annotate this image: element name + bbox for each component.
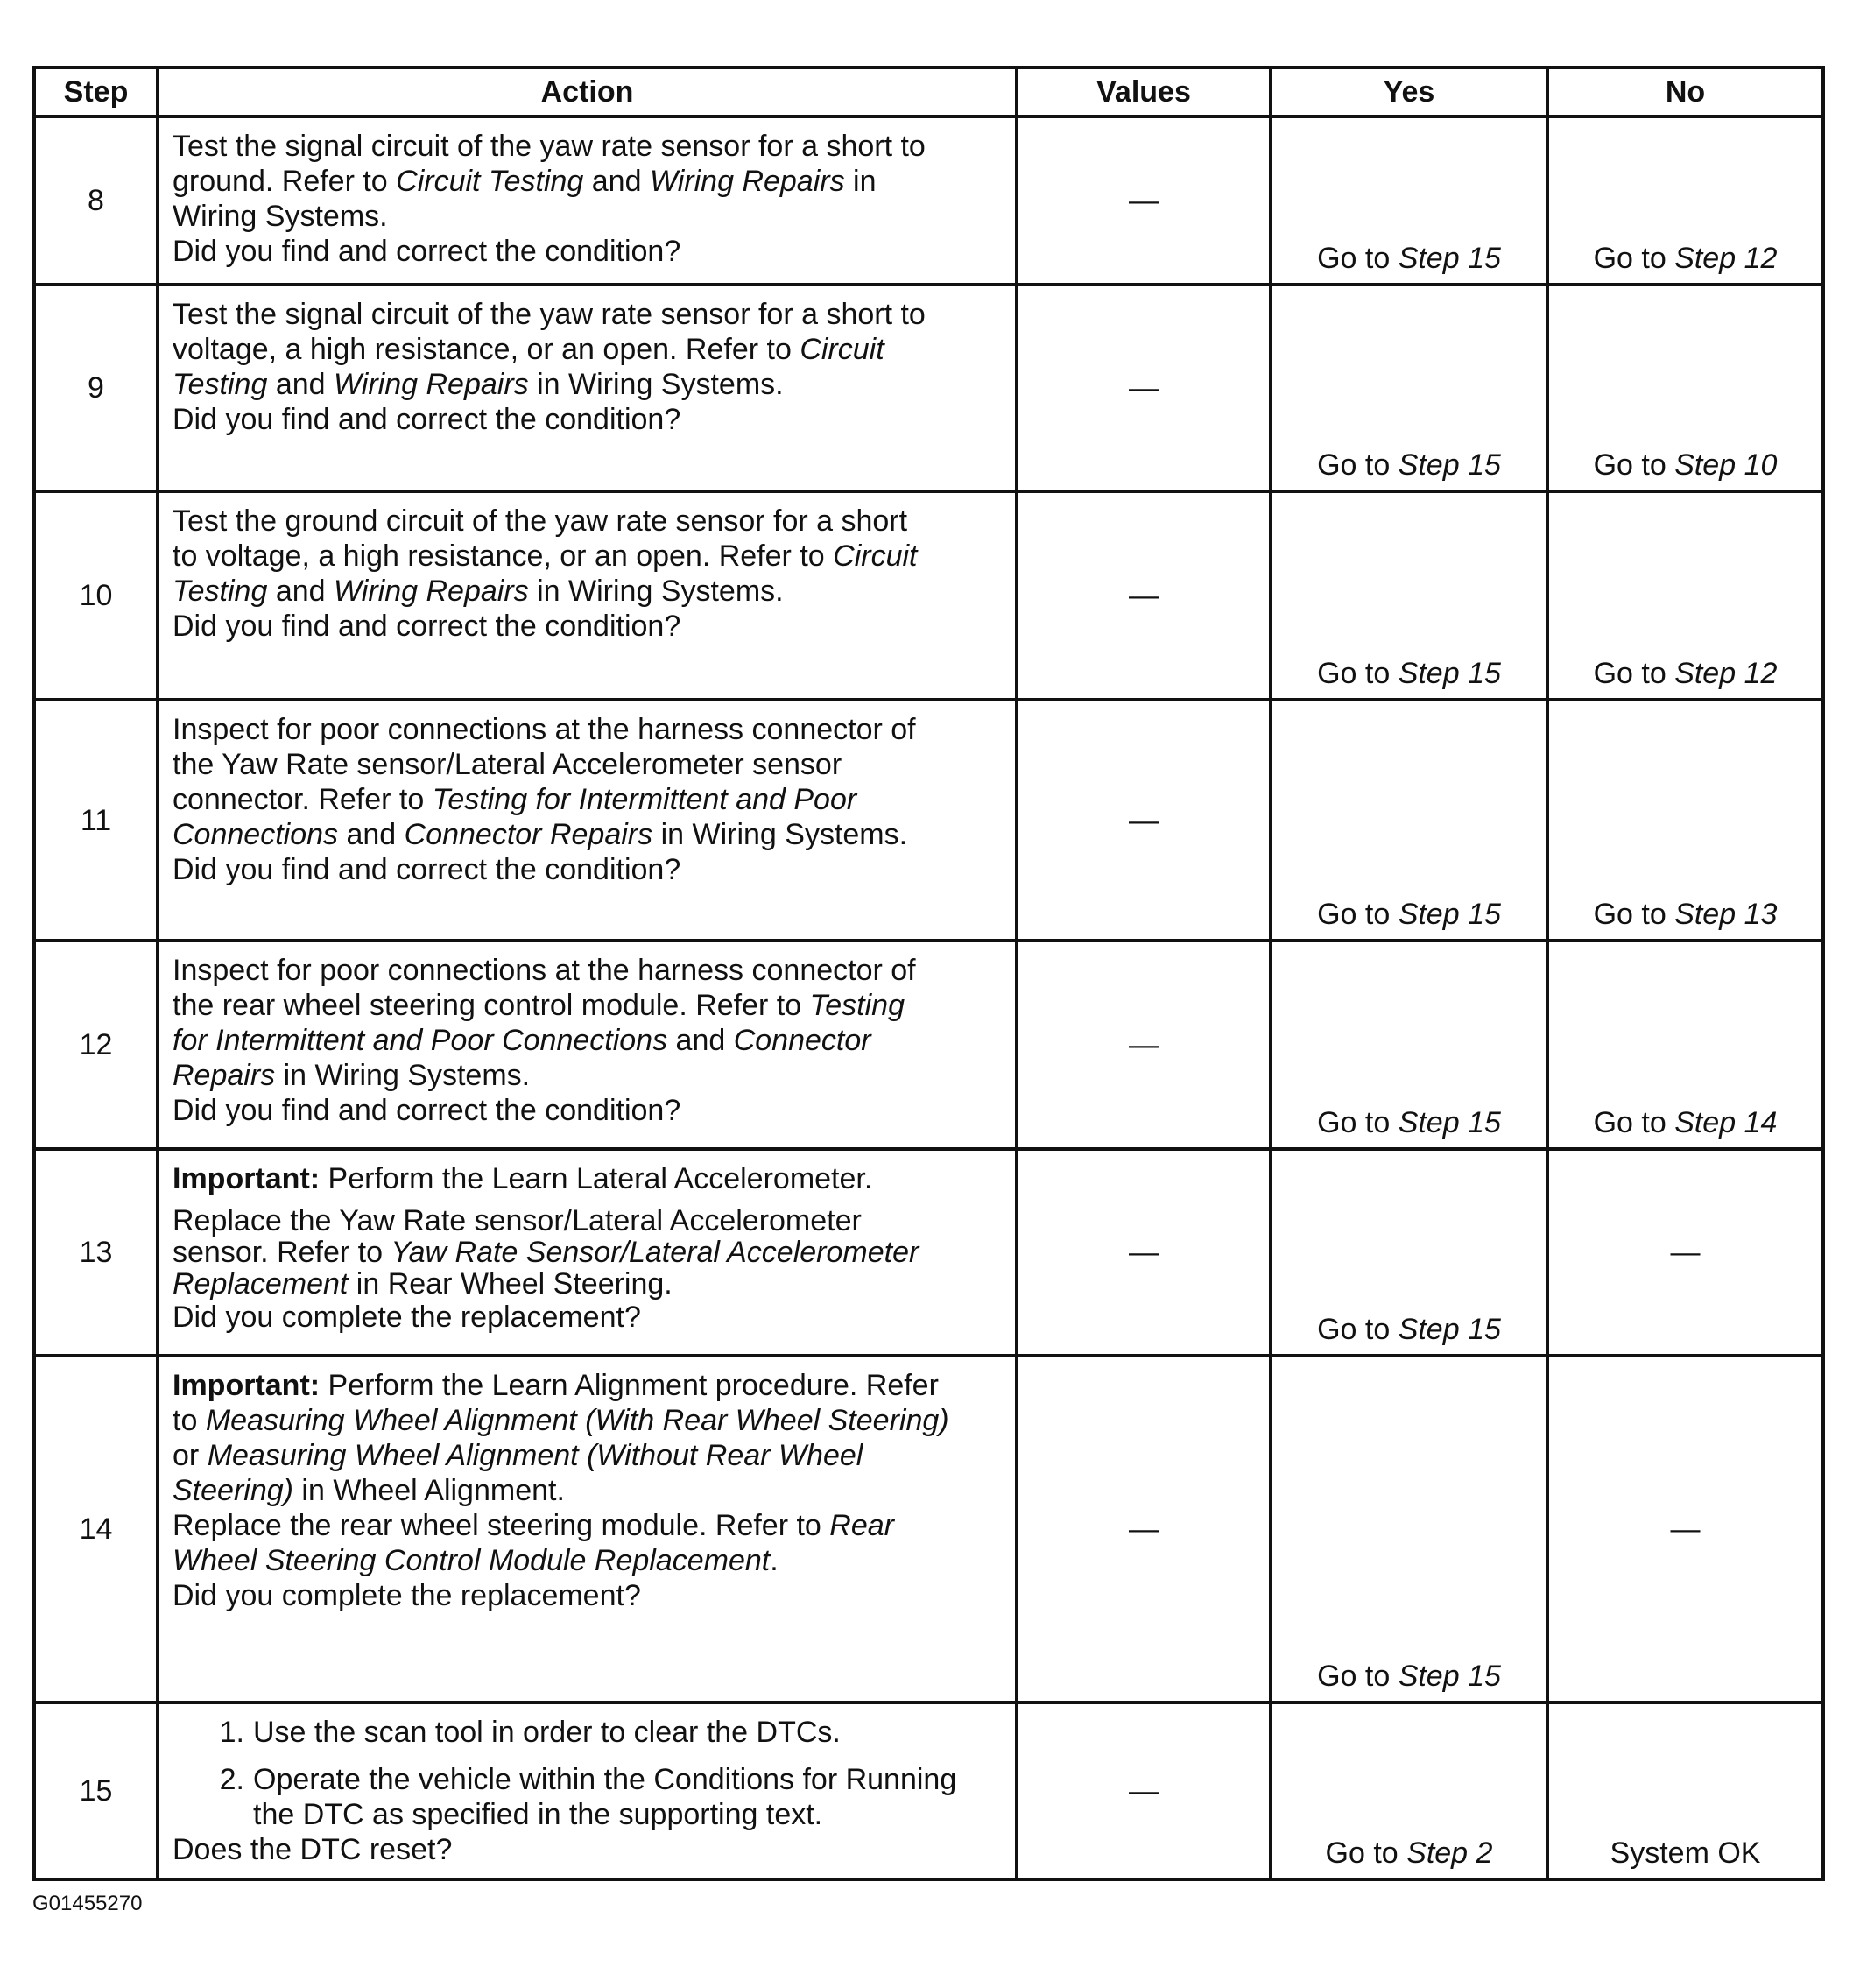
list-item-number: 2. — [219, 1763, 244, 1796]
action-question: Did you complete the replacement? — [173, 1301, 641, 1334]
no-cell: System OK — [1547, 1702, 1823, 1879]
important-note: Important: Perform the Learn Alignment procedure. Refer to Measuring Wheel Alignment (With Rear Wheel Steering) or Measuring Wheel Alignment (Without Rear Wheel Steering) in Wheel Alignment. — [173, 1369, 949, 1507]
yes-cell: Go to Step 15 — [1271, 116, 1547, 285]
action-cell — [158, 491, 1017, 700]
action-cell — [158, 941, 1017, 1149]
table-row — [34, 116, 1823, 285]
action-question: Did you find and correct the condition? — [173, 610, 681, 643]
numbered-list — [173, 1715, 1015, 1832]
values-cell: — — [1017, 116, 1271, 285]
table-row — [34, 285, 1823, 491]
table-row — [34, 1356, 1823, 1702]
header-no: No — [1547, 67, 1823, 116]
list-item — [173, 1715, 1015, 1750]
yes-cell: Go to Step 15 — [1271, 1149, 1547, 1356]
yes-cell: Go to Step 15 — [1271, 1356, 1547, 1702]
no-cell: — — [1547, 1356, 1823, 1702]
action-question: Did you find and correct the condition? — [173, 853, 681, 886]
list-item-text: Operate the vehicle within the Conditions for Running the DTC as specified in the supporting text. — [253, 1763, 957, 1831]
action-question: Did you find and correct the condition? — [173, 403, 681, 436]
no-cell: Go to Step 13 — [1547, 700, 1823, 941]
action-question: Did you find and correct the condition? — [173, 1094, 681, 1127]
step-number: 10 — [34, 491, 158, 700]
values-cell: — — [1017, 1149, 1271, 1356]
action-question: Did you find and correct the condition? — [173, 235, 681, 268]
action-cell — [158, 116, 1017, 285]
table-row — [34, 491, 1823, 700]
action-question: Did you complete the replacement? — [173, 1579, 641, 1612]
header-action: Action — [158, 67, 1017, 116]
header-step: Step — [34, 67, 158, 116]
yes-cell: Go to Step 15 — [1271, 941, 1547, 1149]
table-row — [34, 941, 1823, 1149]
action-text: Replace the Yaw Rate sensor/Lateral Accelerometer sensor. Refer to Yaw Rate Sensor/Lateral Accelerometer Replacement in Rear Wheel Steering. — [173, 1204, 919, 1301]
values-cell: — — [1017, 941, 1271, 1149]
list-item-number: 1. — [219, 1716, 244, 1749]
step-number: 11 — [34, 700, 158, 941]
header-values: Values — [1017, 67, 1271, 116]
no-cell: Go to Step 14 — [1547, 941, 1823, 1149]
action-text: Test the signal circuit of the yaw rate sensor for a short to ground. Refer to Circuit Testing and Wiring Repairs in Wiring Systems. — [173, 130, 926, 233]
important-label: Important: — [173, 1162, 321, 1195]
values-cell: — — [1017, 285, 1271, 491]
table-row — [34, 1702, 1823, 1879]
action-cell — [158, 1702, 1017, 1879]
yes-cell: Go to Step 15 — [1271, 700, 1547, 941]
no-cell: — — [1547, 1149, 1823, 1356]
step-number: 12 — [34, 941, 158, 1149]
action-cell — [158, 700, 1017, 941]
no-cell: Go to Step 10 — [1547, 285, 1823, 491]
yes-cell: Go to Step 15 — [1271, 285, 1547, 491]
yes-cell: Go to Step 15 — [1271, 491, 1547, 700]
no-cell: Go to Step 12 — [1547, 491, 1823, 700]
action-cell — [158, 1149, 1017, 1356]
list-item-text: Use the scan tool in order to clear the DTCs. — [253, 1716, 841, 1749]
step-number: 8 — [34, 116, 158, 285]
action-cell — [158, 1356, 1017, 1702]
action-text: Test the signal circuit of the yaw rate sensor for a short to voltage, a high resistance, or an open. Refer to Circuit Testing and Wiring Repairs in Wiring Systems. — [173, 298, 926, 401]
no-cell: Go to Step 12 — [1547, 116, 1823, 285]
action-question: Does the DTC reset? — [173, 1833, 453, 1866]
table-row — [34, 700, 1823, 941]
yes-cell: Go to Step 2 — [1271, 1702, 1547, 1879]
diagnostic-table — [32, 66, 1825, 1881]
step-number: 13 — [34, 1149, 158, 1356]
step-number: 9 — [34, 285, 158, 491]
step-number: 15 — [34, 1702, 158, 1879]
important-label: Important: — [173, 1369, 321, 1402]
important-note: Important: Perform the Learn Lateral Accelerometer. — [173, 1162, 873, 1195]
values-cell: — — [1017, 1702, 1271, 1879]
action-text: Replace the rear wheel steering module. Refer to Rear Wheel Steering Control Module Replacement. — [173, 1509, 894, 1577]
values-cell: — — [1017, 1356, 1271, 1702]
action-text: Inspect for poor connections at the harness connector of the rear wheel steering control module. Refer to Testing for Intermittent and Poor Connections and Connector Repairs in Wiring Systems. — [173, 954, 916, 1092]
action-cell — [158, 285, 1017, 491]
list-item — [173, 1762, 1015, 1832]
action-text: Inspect for poor connections at the harness connector of the Yaw Rate sensor/Lateral Accelerometer sensor connector. Refer to Testing for Intermittent and Poor Connections and Connector Repairs in Wiring Systems. — [173, 713, 916, 851]
header-row — [34, 67, 1823, 116]
values-cell: — — [1017, 700, 1271, 941]
step-number: 14 — [34, 1356, 158, 1702]
table-row — [34, 1149, 1823, 1356]
action-text: Test the ground circuit of the yaw rate sensor for a short to voltage, a high resistance, or an open. Refer to Circuit Testing and Wiring Repairs in Wiring Systems. — [173, 504, 918, 608]
header-yes: Yes — [1271, 67, 1547, 116]
values-cell: — — [1017, 491, 1271, 700]
figure-code: G01455270 — [32, 1892, 143, 1915]
